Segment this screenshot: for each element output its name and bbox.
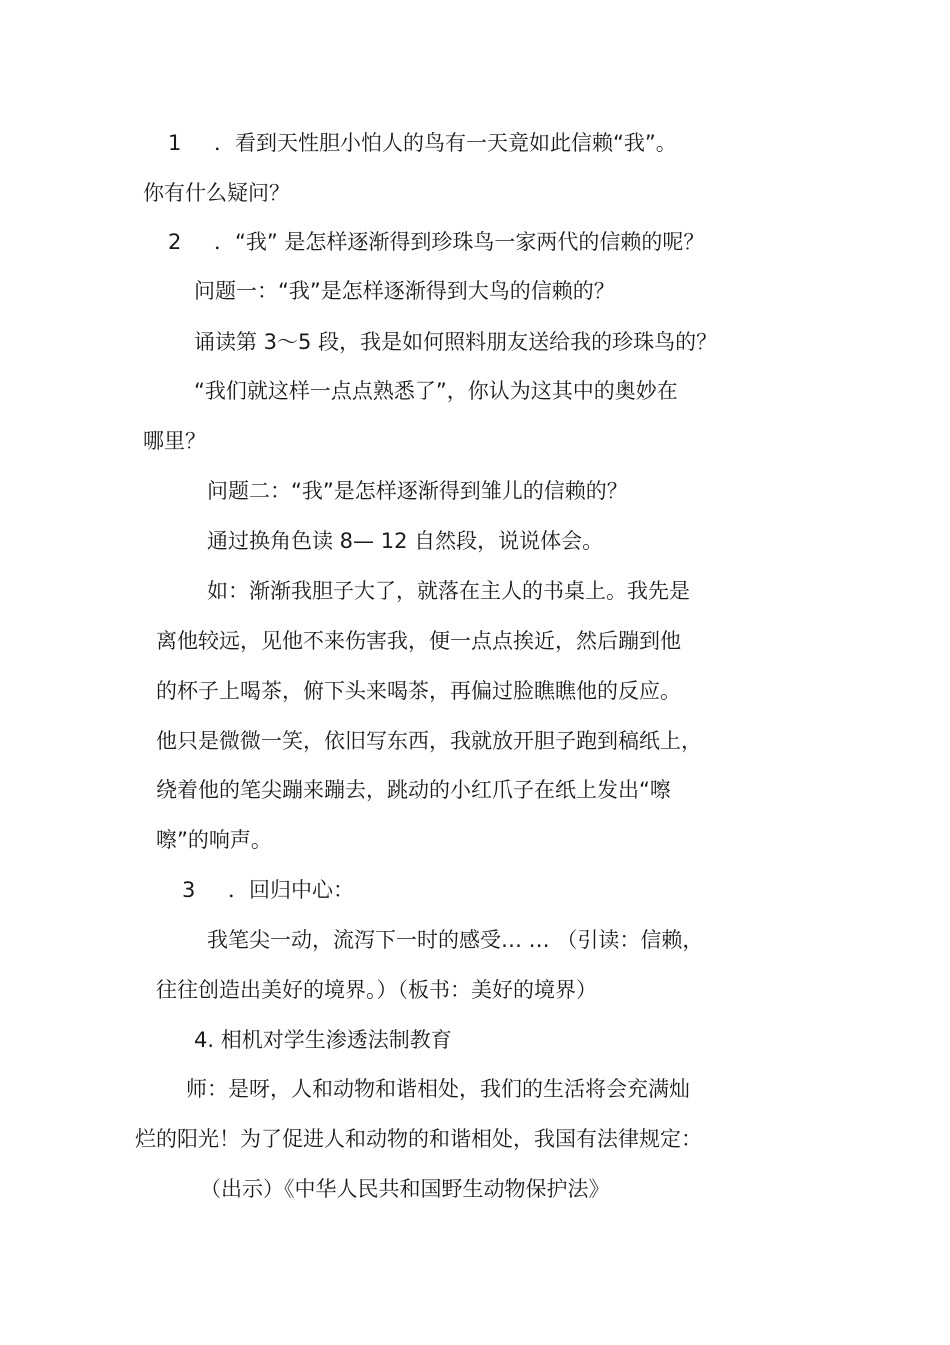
text-line: “我们就这样一点点熟悉了”，你认为这其中的奥妙在 xyxy=(194,379,678,403)
item-text-2: ．“我” 是怎样逐渐得到珍珠鸟一家两代的信赖的呢？ xyxy=(214,230,705,254)
text-line: 他只是微微一笑，依旧写东西，我就放开胆子跑到稿纸上， xyxy=(156,729,702,753)
item-text-3: ．回归中心： xyxy=(228,878,354,902)
text-line: 问题二：“我”是怎样逐渐得到雏儿的信赖的？ xyxy=(207,479,628,503)
text-line: 问题一：“我”是怎样逐渐得到大鸟的信赖的？ xyxy=(194,279,615,303)
text-line: 通过换角色读 8— 12 自然段，说说体会。 xyxy=(207,529,604,553)
text-line: 你有什么疑问？ xyxy=(143,181,290,205)
text-line: 绕着他的笔尖蹦来蹦去，跳动的小红爪子在纸上发出“嚓 xyxy=(156,778,671,802)
text-line: 诵读第 3～5 段，我是如何照料朋友送给我的珍珠鸟的？ xyxy=(194,330,718,354)
section-heading-4: 4. 相机对学生渗透法制教育 xyxy=(194,1028,452,1052)
item-text-1: ．看到天性胆小怕人的鸟有一天竟如此信赖“我”。 xyxy=(214,131,677,155)
text-line: 如：渐渐我胆子大了，就落在主人的书桌上。我先是 xyxy=(207,579,690,603)
text-line: 我笔尖一动，流泻下一时的感受… … （引读：信赖， xyxy=(207,928,704,952)
text-line: 师：是呀，人和动物和谐相处，我们的生活将会充满灿 xyxy=(186,1077,690,1101)
text-line: 的杯子上喝茶，俯下头来喝茶，再偏过脸瞧瞧他的反应。 xyxy=(156,679,681,703)
item-number-3: 3 xyxy=(182,878,196,902)
text-line: 离他较远，见他不来伤害我，便一点点挨近，然后蹦到他 xyxy=(156,629,681,653)
text-line: 烂的阳光！为了促进人和动物的和谐相处，我国有法律规定： xyxy=(135,1127,702,1151)
text-line: （出示）《中华人民共和国野生动物保护法》 xyxy=(200,1177,610,1201)
item-number-1: 1 xyxy=(168,131,182,155)
item-number-2: 2 xyxy=(168,230,182,254)
text-line: 嚓”的响声。 xyxy=(156,828,272,852)
text-line: 往往创造出美好的境界。）（板书：美好的境界） xyxy=(156,978,597,1002)
text-line: 哪里？ xyxy=(143,429,206,453)
